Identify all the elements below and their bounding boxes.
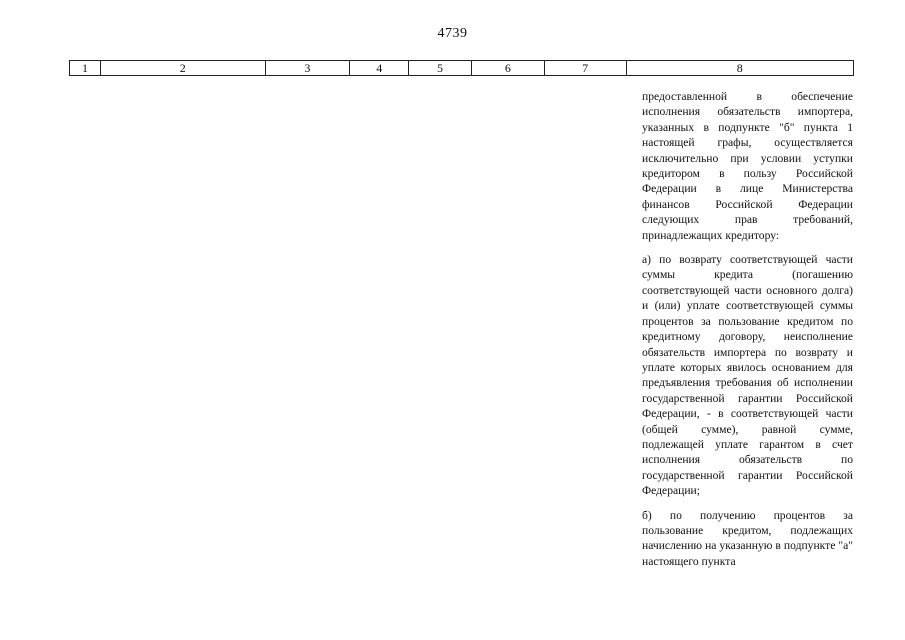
paragraph-continuation: предоставленной в обеспечение исполнения обязательств импортера, указанных в подпункте "б" пункта 1 настоящей графы, осуществляется исключительно при условии уступки кредитором в пользу Российской Федерации в лице Министерства финансов Российской Федерации следующих прав требований, принадлежащих кредитору: <box>642 90 853 242</box>
column-header-5: 5 <box>409 61 472 75</box>
column-header-7: 7 <box>545 61 627 75</box>
paragraph-item-a: а) по возврату соответствующей части суммы кредита (погашению соответствующей части основного долга) и (или) уплате соответствующей суммы процентов за пользование кредитом по кредитному договору, неисполнение обязательств импортера по возврату и уплате которых явилось основанием для предъявления требования об исполнении государственной гарантии Российской Федерации, - в соответствующей части (общей сумме), равной сумме, подлежащей уплате гарантом в счет исполнения обязательств по государственной гарантии Российской Федерации; <box>642 253 853 498</box>
page-number: 4739 <box>437 26 468 41</box>
column-header-6: 6 <box>472 61 545 75</box>
column-header-3: 3 <box>266 61 351 75</box>
column-8-text <box>642 89 853 569</box>
column-header-1: 1 <box>70 61 101 75</box>
column-header-8: 8 <box>736 61 743 75</box>
column-header-4: 4 <box>350 61 409 75</box>
column-header-2: 2 <box>101 61 266 75</box>
table-column-header-row <box>69 60 854 76</box>
paragraph-item-b: б) по получению процентов за пользование кредитом, подлежащих начислению на указанную в подпункте "а" настоящего пункта <box>642 508 853 568</box>
